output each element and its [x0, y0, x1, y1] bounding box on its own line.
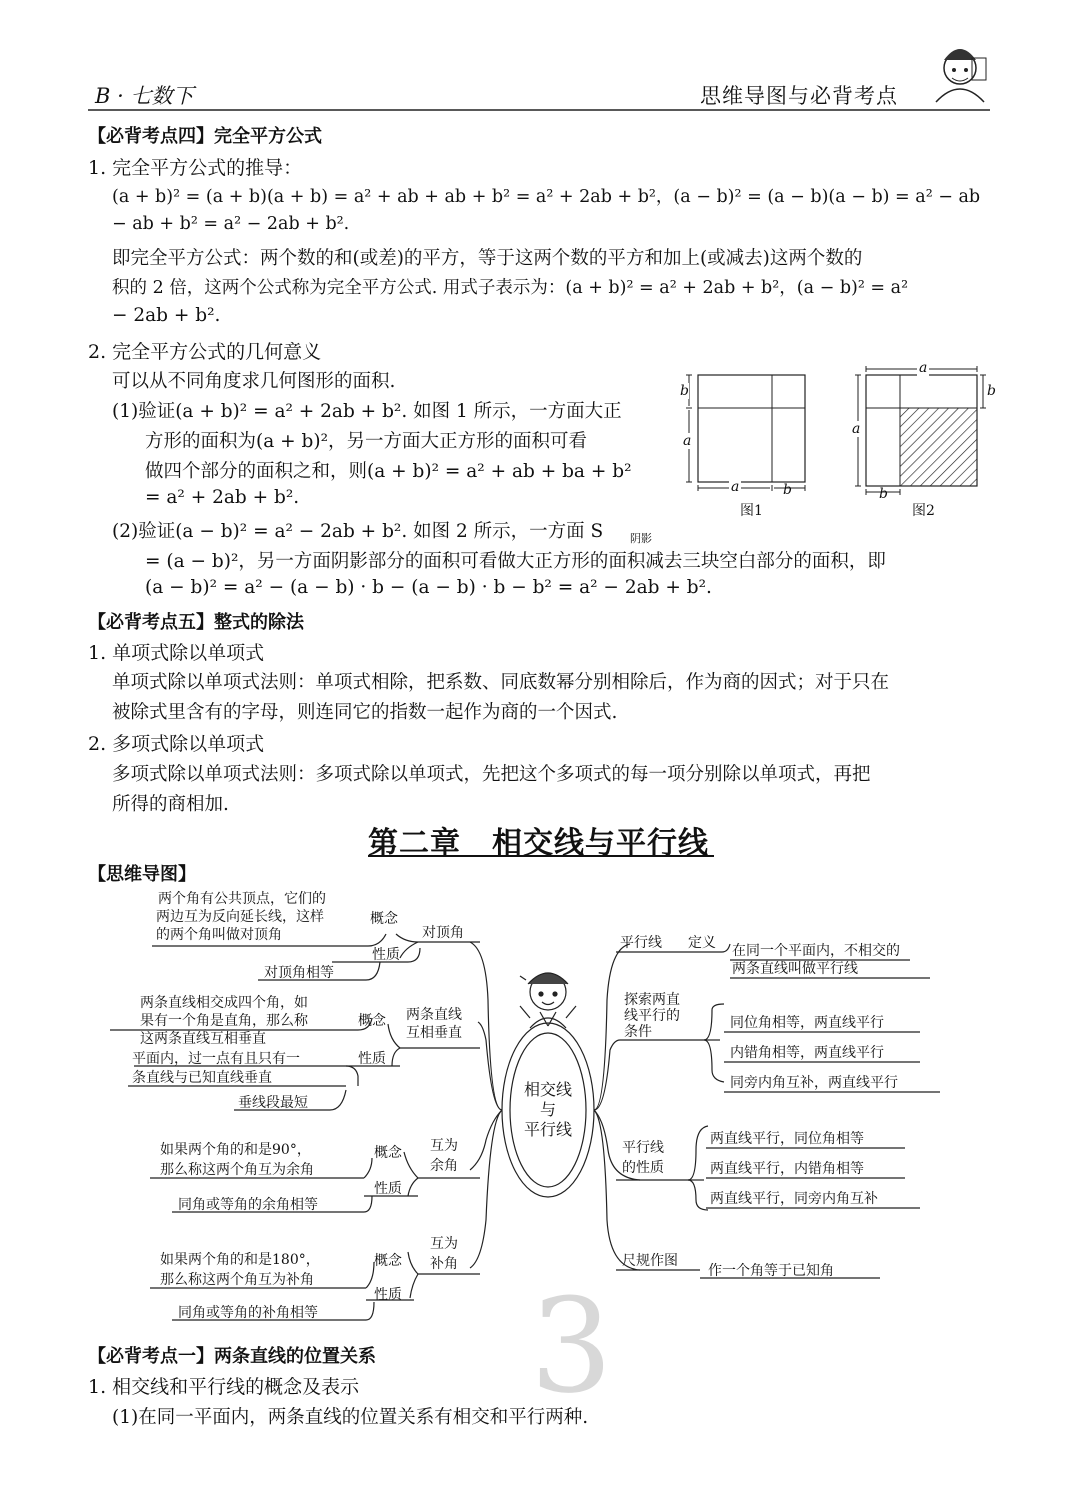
fig1-label-b-left: b	[680, 383, 689, 399]
b4-definition	[160, 1250, 320, 1290]
fig1-label-a-bottom: a	[731, 479, 740, 495]
s4-geo-1d: = a² + 2ab + b².	[145, 487, 300, 508]
s5-para-2a: 多项式除以单项式法则：多项式除以单项式，先把这个多项式的每一项分别除以单项式，再把	[112, 764, 871, 785]
b2-prop-line-1: 平面内，过一点有且只有一	[132, 1051, 300, 1067]
s1-para-1: (1)在同一平面内，两条直线的位置关系有相交和平行两种.	[112, 1407, 589, 1428]
branch-ruler-compass: 尺规作图	[622, 1253, 678, 1269]
fig2-label-b-right: b	[987, 383, 996, 399]
branch-parallel-conditions	[624, 992, 680, 1040]
s1-item-1: 1. 相交线和平行线的概念及表示	[88, 1376, 360, 1398]
s5-para-1b: 被除式里含有的字母，则连同它的指数一起作为商的一个因式.	[112, 702, 618, 723]
b2-def-line-1: 两条直线相交成四个角，如	[140, 995, 308, 1011]
s4-geo-2-subscript: 阴影	[630, 532, 652, 545]
b3-label-line-1: 互为	[430, 1138, 458, 1154]
b2-def-line-2: 果有一个角是直角，那么称	[140, 1013, 308, 1029]
b2-def-line-3: 这两条直线互相垂直	[140, 1031, 266, 1047]
branch-supplementary	[430, 1234, 458, 1274]
b2-concept-label: 概念	[358, 1013, 386, 1029]
b1-property: 对顶角相等	[264, 965, 334, 981]
b2-property-2: 垂线段最短	[238, 1095, 308, 1111]
r2-item-3: 同旁内角互补，两直线平行	[730, 1075, 898, 1091]
s4-formula-1: (a + b)² = (a + b)(a + b) = a² + ab + ab + b² = a² + 2ab + b²，(a − b)² = (a − b)(a − b) = a² − ab	[112, 187, 981, 207]
b4-concept-label: 概念	[374, 1253, 402, 1269]
s4-para-2: 积的 2 倍，这两个公式称为完全平方公式. 用式子表示为：(a + b)² = a² + 2ab + b²，(a − b)² = a²	[112, 278, 909, 298]
b3-def-line-2: 那么称这两个角互为余角	[160, 1162, 314, 1178]
fig2-label-a-left: a	[852, 421, 861, 437]
r2-label-line-1: 探索两直	[624, 992, 680, 1008]
s4-geo-2a: (2)验证(a − b)² = a² − 2ab + b². 如图 2 所示，一方面 S	[112, 521, 604, 542]
section-4-title: 【必背考点四】完全平方公式	[88, 126, 322, 147]
b4-def-line-1: 如果两个角的和是180°，	[160, 1252, 320, 1268]
r1-item-2: 两条直线叫做平行线	[732, 961, 858, 977]
r3-label-line-2: 的性质	[622, 1160, 664, 1176]
s5-para-1a: 单项式除以单项式法则：单项式相除，把系数、同底数幂分别相除后，作为商的因式；对于只在	[112, 672, 890, 693]
center-line-3: 平行线	[523, 1120, 572, 1139]
b1-concept-label: 概念	[370, 911, 398, 927]
branch-perpendicular	[406, 1006, 462, 1042]
b2-property	[132, 1050, 300, 1088]
s4-geo-1a: (1)验证(a + b)² = a² + 2ab + b². 如图 1 所示，一方面大正	[112, 401, 622, 422]
s5-item-2: 2. 多项式除以单项式	[88, 733, 265, 755]
r2-item-2: 内错角相等，两直线平行	[730, 1045, 884, 1061]
b4-label-line-1: 互为	[430, 1236, 458, 1252]
s4-para-3: − 2ab + b².	[112, 305, 221, 326]
b3-property: 同角或等角的余角相等	[178, 1197, 318, 1213]
b1-def-line-1: 两个角有公共顶点，它们的	[158, 891, 326, 907]
fig2-caption: 图2	[912, 503, 935, 519]
branch-complementary	[430, 1136, 458, 1176]
r1-definition	[732, 942, 900, 978]
r2-label-line-3: 条件	[624, 1024, 652, 1040]
fig1-label-a-left: a	[683, 433, 692, 449]
r3-label-line-1: 平行线	[622, 1140, 664, 1156]
b2-property-label: 性质	[358, 1051, 386, 1067]
header-left: B · 七数下	[95, 84, 194, 108]
s4-geo-intro: 可以从不同角度求几何图形的面积.	[112, 371, 396, 392]
page-number: 3	[530, 1270, 613, 1422]
branch-parallel-properties	[622, 1138, 664, 1178]
b2-prop-line-2: 条直线与已知直线垂直	[132, 1070, 272, 1086]
b3-definition	[160, 1140, 314, 1180]
section-5-title: 【必背考点五】整式的除法	[88, 612, 304, 633]
fig2-label-a-top: a	[919, 360, 928, 376]
center-line-2: 与	[539, 1100, 556, 1119]
s4-geo-1c: 做四个部分的面积之和，则(a + b)² = a² + ab + ba + b²	[145, 461, 632, 482]
fig1-caption: 图1	[740, 503, 763, 519]
s5-item-1: 1. 单项式除以单项式	[88, 642, 265, 664]
r1-item-1: 在同一个平面内，不相交的	[732, 943, 900, 959]
branch-parallel-lines: 平行线	[620, 935, 662, 951]
r2-label-line-2: 线平行的	[624, 1008, 680, 1024]
r1-definition-label: 定义	[688, 935, 716, 951]
branch-vertical-angles: 对顶角	[422, 925, 464, 941]
s4-item-1: 1. 完全平方公式的推导：	[88, 157, 303, 179]
r3-item-1: 两直线平行，同位角相等	[710, 1131, 864, 1147]
b2-definition	[140, 994, 308, 1048]
fig1-label-b-bottom: b	[783, 482, 792, 498]
b3-label-line-2: 余角	[430, 1158, 458, 1174]
s4-formula-2: − ab + b² = a² − 2ab + b².	[112, 214, 350, 234]
b1-def-line-3: 的两个角叫做对顶角	[156, 927, 282, 943]
b4-property: 同角或等角的补角相等	[178, 1305, 318, 1321]
b1-def-line-2: 两边互为反向延长线，这样	[156, 909, 324, 925]
r3-item-3: 两直线平行，同旁内角互补	[710, 1191, 878, 1207]
chapter-title: 第二章 相交线与平行线	[368, 826, 709, 861]
s4-geo-2b: = (a − b)²，另一方面阴影部分的面积可看做大正方形的面积减去三块空白部分的面积，即	[145, 551, 886, 572]
b1-definition	[156, 890, 326, 944]
b2-label-line-1: 两条直线	[406, 1007, 462, 1023]
b3-def-line-1: 如果两个角的和是90°，	[160, 1142, 311, 1158]
cartoon-boy-icon	[520, 973, 576, 1028]
s4-para-1: 即完全平方公式：两个数的和(或差)的平方，等于这两个数的平方和加上(或减去)这两个数的	[112, 248, 863, 269]
mindmap-title: 【思维导图】	[88, 864, 196, 885]
b1-property-label: 性质	[372, 947, 400, 963]
b3-property-label: 性质	[374, 1181, 402, 1197]
b4-label-line-2: 补角	[430, 1256, 458, 1272]
section-1-title: 【必背考点一】两条直线的位置关系	[88, 1346, 376, 1367]
b3-concept-label: 概念	[374, 1145, 402, 1161]
b4-def-line-2: 那么称这两个角互为补角	[160, 1272, 314, 1288]
s4-geo-2c: (a − b)² = a² − (a − b) · b − (a − b) · b − b² = a² − 2ab + b².	[145, 577, 712, 598]
s5-para-2b: 所得的商相加.	[112, 794, 229, 815]
r2-item-1: 同位角相等，两直线平行	[730, 1015, 884, 1031]
fig2-label-b-bottom: b	[879, 486, 888, 502]
mindmap-center	[522, 1080, 574, 1140]
r3-item-2: 两直线平行，内错角相等	[710, 1161, 864, 1177]
s4-geo-1b: 方形的面积为(a + b)²，另一方面大正方形的面积可看	[145, 431, 587, 452]
header-right: 思维导图与必背考点	[700, 84, 898, 108]
center-line-1: 相交线	[523, 1080, 572, 1099]
b2-label-line-2: 互相垂直	[406, 1025, 462, 1041]
b4-property-label: 性质	[374, 1287, 402, 1303]
s4-item-2: 2. 完全平方公式的几何意义	[88, 341, 322, 363]
r4-item-1: 作一个角等于已知角	[708, 1263, 834, 1279]
